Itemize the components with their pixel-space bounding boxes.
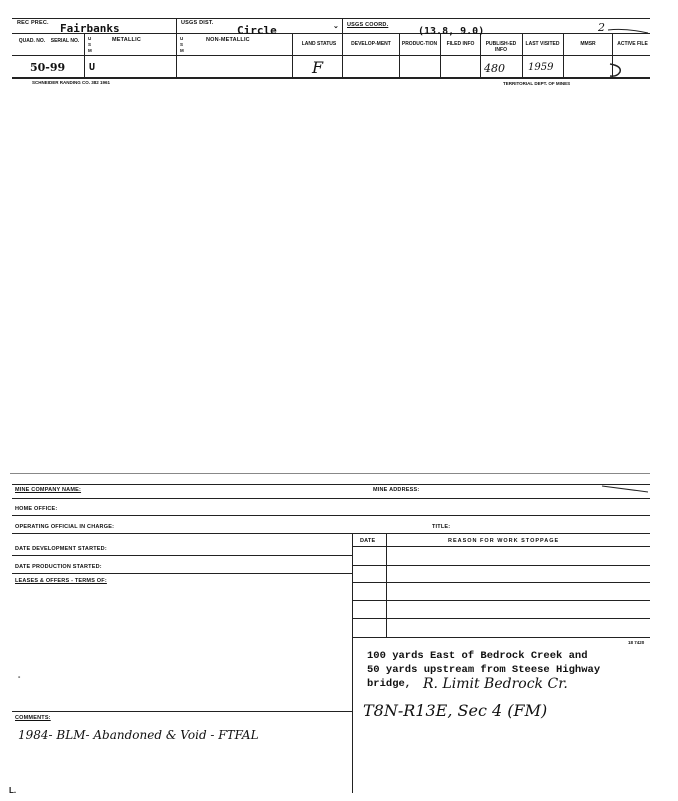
- rule: [12, 77, 650, 79]
- active-file-header: ACTIVE FILE: [617, 41, 648, 47]
- last-visited-header: LAST VISITED: [525, 41, 560, 47]
- rule: [12, 533, 650, 534]
- metallic-header: METALLIC: [112, 37, 141, 43]
- rule: [176, 18, 177, 77]
- rule: [342, 18, 343, 77]
- production-header: PRODUC-TION: [401, 41, 438, 47]
- last-visited-value: 1959: [528, 62, 554, 73]
- filed-info-header: FILED INFO: [446, 41, 475, 47]
- rec-prec-value: Fairbanks: [60, 22, 120, 35]
- rule: [352, 533, 353, 793]
- mmsr-header: MMSR: [580, 41, 596, 47]
- rule: [480, 33, 481, 77]
- rec-prec-label: REC PREC.: [17, 20, 49, 26]
- title-label: TITLE:: [432, 524, 451, 530]
- land-status-value: F: [312, 58, 324, 77]
- usgs-dist-label: USGS DIST.: [181, 20, 214, 26]
- dept-note: TERRITORIAL DEPT. OF MINES: [503, 81, 571, 86]
- stoppage-reason-header: REASON FOR WORK STOPPAGE: [448, 538, 560, 544]
- mine-address-label: MINE ADDRESS:: [373, 487, 420, 493]
- rule: [292, 33, 293, 77]
- usgs-coord-label: USGS COORD.: [347, 22, 389, 28]
- rule: [12, 573, 352, 574]
- published-info-header: PUBLISH-ED INFO: [485, 41, 517, 53]
- metallic-code-value: U: [89, 62, 96, 73]
- stoppage-date-header: DATE: [360, 538, 376, 544]
- usgs-dist-value: Circle: [237, 24, 277, 37]
- rule: [352, 565, 650, 566]
- date-production-label: DATE PRODUCTION STARTED:: [15, 564, 102, 570]
- land-status-header: LAND STATUS: [301, 41, 337, 47]
- rule: [440, 33, 441, 77]
- leases-label: LEASES & OFFERS - TERMS OF:: [15, 578, 107, 584]
- corner-mark: 2: [598, 21, 605, 34]
- rule: [84, 33, 85, 77]
- usgs-coord-value: (13.8, 9.0): [418, 26, 485, 37]
- corner-stroke-icon: [606, 27, 650, 35]
- rule: [10, 473, 650, 474]
- operating-official-label: OPERATING OFFICIAL IN CHARGE:: [15, 524, 115, 530]
- chevron-down-icon: ⌄: [333, 23, 339, 30]
- rule: [12, 555, 352, 556]
- pen-stroke-icon: [600, 484, 650, 494]
- rule: [352, 582, 650, 583]
- date-development-label: DATE DEVELOPMENT STARTED:: [15, 546, 107, 552]
- rule: [12, 18, 650, 19]
- location-handwritten-2: T8N-R13E, Sec 4 (FM): [363, 701, 548, 720]
- usm-column-letters: U S M: [180, 36, 184, 53]
- comments-label: COMMENTS:: [15, 715, 51, 721]
- location-line-3: bridge,: [367, 678, 412, 690]
- dash-mark-icon: -: [18, 674, 21, 681]
- location-handwritten: R. Limit Bedrock Cr.: [423, 676, 568, 692]
- published-info-value: 480: [484, 62, 505, 75]
- rule: [12, 55, 650, 56]
- rule: [563, 33, 564, 77]
- location-line-1: 100 yards East of Bedrock Creek and: [367, 650, 588, 662]
- rule: [12, 515, 650, 516]
- serial-no-header: SERIAL NO.: [50, 38, 80, 44]
- comments-handwritten: 1984- BLM- Abandoned & Void - FTFAL: [18, 728, 259, 742]
- rule: [352, 618, 650, 619]
- mine-company-label: MINE COMPANY NAME:: [15, 487, 82, 493]
- non-metallic-header: NON-METALLIC: [206, 37, 250, 43]
- rule: [522, 33, 523, 77]
- rule: [352, 637, 650, 638]
- quad-serial-value: 50-99: [30, 61, 66, 74]
- rule: [399, 33, 400, 77]
- rule: [386, 533, 387, 637]
- corner-mark-icon: L.: [9, 786, 17, 795]
- quad-no-header: QUAD. NO.: [18, 38, 46, 44]
- rule: [352, 600, 650, 601]
- rule: [12, 484, 650, 485]
- rule: [12, 498, 650, 499]
- home-office-label: HOME OFFICE:: [15, 506, 58, 512]
- development-header: DEVELOP-MENT: [351, 41, 391, 47]
- location-line-2: 50 yards upstream from Steese Highway: [367, 664, 601, 676]
- printer-note: SCHNEIDER RANDING CO. 382 1961: [32, 80, 111, 85]
- small-code: 18 7420: [628, 640, 645, 645]
- check-mark-icon: [606, 62, 628, 80]
- usm-column-letters: U S M: [88, 36, 92, 53]
- rule: [12, 711, 352, 712]
- rule: [352, 546, 650, 547]
